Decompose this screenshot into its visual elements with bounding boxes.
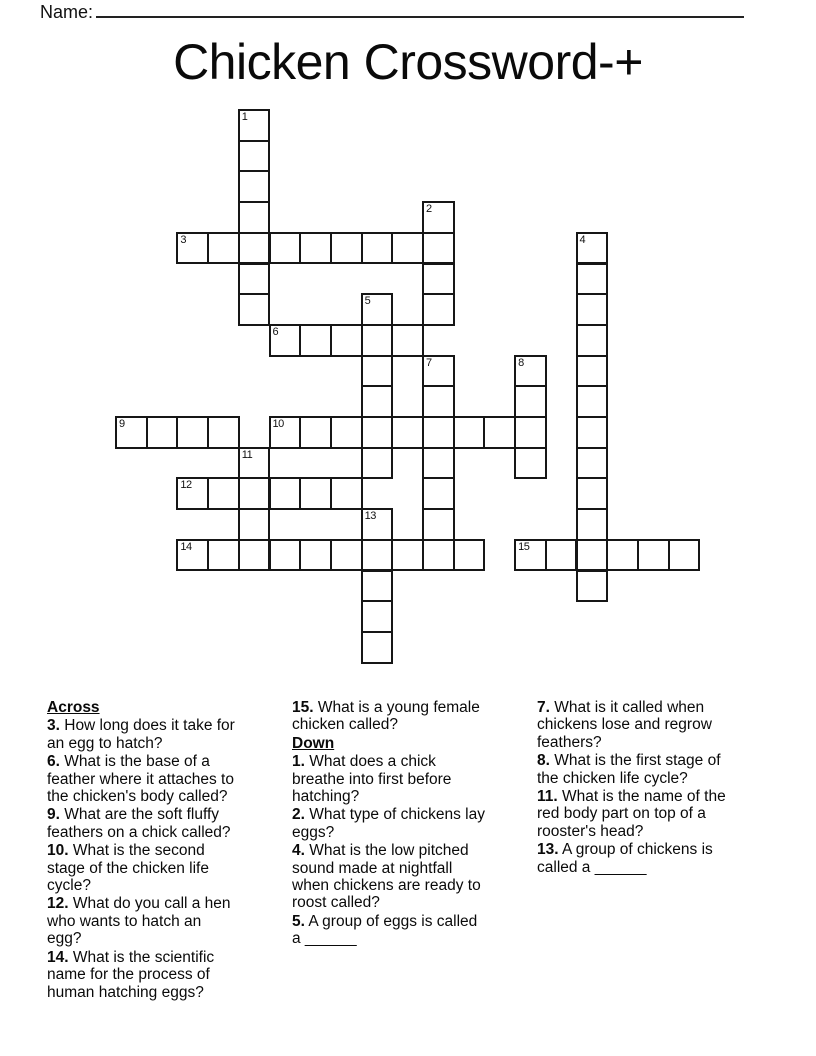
cell-number-14: 14	[180, 540, 192, 553]
clue-across-3: 3. How long does it take for an egg to hatch?	[47, 717, 235, 752]
grid-cell-r10c3[interactable]	[207, 416, 240, 449]
grid-cell-r10c9[interactable]	[391, 416, 424, 449]
grid-cell-r1c4[interactable]	[238, 140, 271, 173]
grid-cell-r4c8[interactable]	[361, 232, 394, 265]
cell-number-15: 15	[518, 540, 530, 553]
grid-cell-r10c0[interactable]	[115, 416, 148, 449]
cell-number-3: 3	[180, 233, 187, 246]
clue-down-7: 7. What is it called when chickens lose and regrow feathers?	[537, 699, 712, 751]
grid-cell-r14c2[interactable]	[176, 539, 209, 572]
grid-cell-r14c8[interactable]	[361, 539, 394, 572]
cell-number-13: 13	[364, 510, 376, 523]
cell-number-10: 10	[272, 418, 284, 430]
grid-cell-r11c15[interactable]	[576, 447, 609, 480]
grid-cell-r4c6[interactable]	[299, 232, 332, 265]
grid-cell-r4c3[interactable]	[207, 232, 240, 265]
grid-cell-r14c16[interactable]	[606, 539, 639, 572]
grid-cell-r10c10[interactable]	[422, 416, 455, 449]
grid-cell-r7c9[interactable]	[391, 324, 424, 357]
grid-cell-r12c3[interactable]	[207, 477, 240, 510]
grid-cell-r4c4[interactable]	[238, 232, 271, 265]
cell-number-8: 8	[518, 356, 524, 369]
grid-cell-r4c9[interactable]	[391, 232, 424, 265]
cell-number-9: 9	[119, 418, 125, 430]
grid-cell-r12c7[interactable]	[330, 477, 363, 510]
grid-cell-r12c4[interactable]	[238, 477, 271, 510]
grid-cell-r13c8[interactable]	[361, 508, 394, 541]
grid-cell-r10c1[interactable]	[146, 416, 179, 449]
grid-cell-r3c4[interactable]	[238, 201, 271, 234]
clue-number: 14.	[47, 948, 69, 966]
clue-down-4: 4. What is the low pitched sound made at nightfall when chickens are ready to roost called?	[292, 842, 481, 912]
grid-cell-r4c15[interactable]	[576, 232, 609, 265]
grid-cell-r15c15[interactable]	[576, 570, 609, 603]
clue-number: 13.	[537, 841, 559, 859]
grid-cell-r15c8[interactable]	[361, 570, 394, 603]
grid-cell-r6c10[interactable]	[422, 293, 455, 326]
clue-number: 5.	[292, 912, 305, 930]
grid-cell-r8c15[interactable]	[576, 355, 609, 388]
grid-cell-r9c15[interactable]	[576, 385, 609, 418]
grid-cell-r10c6[interactable]	[299, 416, 332, 449]
grid-cell-r12c6[interactable]	[299, 477, 332, 510]
grid-cell-r10c2[interactable]	[176, 416, 209, 449]
clue-across-14: 14. What is the scientific name for the process of human hatching eggs?	[47, 948, 215, 1001]
cell-number-12: 12	[180, 479, 192, 492]
clue-across-6: 6. What is the base of a feather where it attaches to the chicken's body called?	[47, 753, 234, 806]
grid-cell-r17c8[interactable]	[361, 631, 394, 664]
grid-cell-r10c15[interactable]	[576, 416, 609, 449]
grid-cell-r6c8[interactable]	[361, 293, 394, 326]
grid-cell-r8c10[interactable]	[422, 355, 455, 388]
grid-cell-r2c4[interactable]	[238, 170, 271, 203]
clue-number: 11.	[537, 788, 558, 806]
clue-down-8: 8. What is the first stage of the chicken life cycle?	[537, 752, 721, 787]
grid-cell-r11c8[interactable]	[361, 447, 394, 480]
grid-cell-r0c4[interactable]	[238, 109, 271, 142]
cell-number-5: 5	[364, 295, 371, 308]
grid-cell-r4c2[interactable]	[176, 232, 209, 265]
cell-number-6: 6	[272, 325, 279, 338]
grid-cell-r7c8[interactable]	[361, 324, 394, 357]
grid-cell-r14c18[interactable]	[668, 539, 701, 572]
clue-number: 2.	[292, 806, 305, 824]
name-label: Name:	[40, 2, 94, 22]
clue-number: 3.	[47, 717, 60, 735]
grid-cell-r14c4[interactable]	[238, 539, 271, 572]
clue-down-2: 2. What type of chickens lay eggs?	[292, 806, 485, 841]
grid-cell-r7c5[interactable]	[269, 324, 302, 357]
clue-column-2	[292, 699, 485, 949]
clue-number: 15.	[292, 699, 314, 716]
grid-cell-r10c11[interactable]	[453, 416, 486, 449]
grid-cell-r12c5[interactable]	[269, 477, 302, 510]
clue-across-15: 15. What is a young female chicken called?	[292, 699, 480, 734]
grid-cell-r12c15[interactable]	[576, 477, 609, 510]
clue-number: 12.	[47, 895, 69, 913]
cell-number-11: 11	[241, 448, 253, 461]
down-header: Down	[292, 734, 335, 752]
grid-cell-r11c4[interactable]	[238, 447, 271, 480]
across-header: Across	[47, 699, 100, 716]
clue-down-11: 11. What is the name of the red body part on top of a rooster's head?	[537, 788, 726, 840]
grid-cell-r13c15[interactable]	[576, 508, 609, 541]
grid-cell-r9c8[interactable]	[361, 385, 394, 418]
clue-across-12: 12. What do you call a hen who wants to hatch an egg?	[47, 895, 231, 948]
clue-number: 9.	[47, 806, 60, 824]
cell-number-1: 1	[241, 111, 248, 123]
grid-cell-r4c10[interactable]	[422, 232, 455, 265]
grid-cell-r5c10[interactable]	[422, 263, 455, 296]
grid-cell-r14c5[interactable]	[269, 539, 302, 572]
grid-cell-r16c8[interactable]	[361, 600, 394, 633]
grid-cell-r4c7[interactable]	[330, 232, 363, 265]
grid-cell-r8c13[interactable]	[514, 355, 547, 388]
grid-cell-r12c2[interactable]	[176, 477, 209, 510]
grid-cell-r7c6[interactable]	[299, 324, 332, 357]
cell-number-2: 2	[426, 203, 432, 216]
grid-cell-r11c10[interactable]	[422, 447, 455, 480]
grid-cell-r13c10[interactable]	[422, 508, 455, 541]
grid-cell-r5c15[interactable]	[576, 263, 609, 296]
clue-column-1	[47, 699, 240, 1002]
grid-cell-r11c13[interactable]	[514, 447, 547, 480]
clue-down-13: 13. A group of chickens is called a ______	[537, 841, 713, 876]
grid-cell-r9c13[interactable]	[514, 385, 547, 418]
clue-number: 1.	[292, 753, 305, 771]
cell-number-4: 4	[579, 233, 586, 246]
grid-cell-r14c17[interactable]	[637, 539, 670, 572]
grid-cell-r14c7[interactable]	[330, 539, 363, 572]
crossword-grid	[115, 109, 701, 665]
grid-cell-r14c14[interactable]	[545, 539, 578, 572]
grid-cell-r10c7[interactable]	[330, 416, 363, 449]
grid-cell-r3c10[interactable]	[422, 201, 455, 234]
grid-cell-r9c10[interactable]	[422, 385, 455, 418]
clue-number: 10.	[47, 842, 69, 860]
clue-number: 4.	[292, 842, 305, 860]
grid-cell-r10c5[interactable]	[269, 416, 302, 449]
grid-cell-r14c13[interactable]	[514, 539, 547, 572]
clue-number: 8.	[537, 752, 550, 770]
cell-number-7: 7	[426, 356, 432, 369]
grid-cell-r8c8[interactable]	[361, 355, 394, 388]
grid-cell-r12c10[interactable]	[422, 477, 455, 510]
clue-number: 6.	[47, 753, 60, 771]
grid-cell-r14c9[interactable]	[391, 539, 424, 572]
grid-cell-r6c4[interactable]	[238, 293, 271, 326]
grid-cell-r10c13[interactable]	[514, 416, 547, 449]
grid-cell-r7c7[interactable]	[330, 324, 363, 357]
grid-cell-r10c12[interactable]	[483, 416, 516, 449]
grid-cell-r14c11[interactable]	[453, 539, 486, 572]
clue-across-10: 10. What is the second stage of the chicken life cycle?	[47, 842, 209, 895]
grid-cell-r4c5[interactable]	[269, 232, 302, 265]
clue-number: 7.	[537, 699, 550, 716]
grid-cell-r7c15[interactable]	[576, 324, 609, 357]
grid-cell-r13c4[interactable]	[238, 508, 271, 541]
grid-cell-r14c6[interactable]	[299, 539, 332, 572]
grid-cell-r5c4[interactable]	[238, 263, 271, 296]
name-line[interactable]	[96, 16, 744, 18]
clue-across-9: 9. What are the soft fluffy feathers on a chick called?	[47, 806, 231, 841]
grid-cell-r14c15[interactable]	[576, 539, 609, 572]
clue-column-3	[537, 699, 730, 877]
page-title: Chicken Crossword-+	[173, 34, 643, 90]
grid-cell-r14c10[interactable]	[422, 539, 455, 572]
grid-cell-r10c8[interactable]	[361, 416, 394, 449]
clue-down-1: 1. What does a chick breathe into first before hatching?	[292, 753, 452, 806]
grid-cell-r6c15[interactable]	[576, 293, 609, 326]
clue-down-5: 5. A group of eggs is called a ______	[292, 912, 478, 948]
grid-cell-r14c3[interactable]	[207, 539, 240, 572]
